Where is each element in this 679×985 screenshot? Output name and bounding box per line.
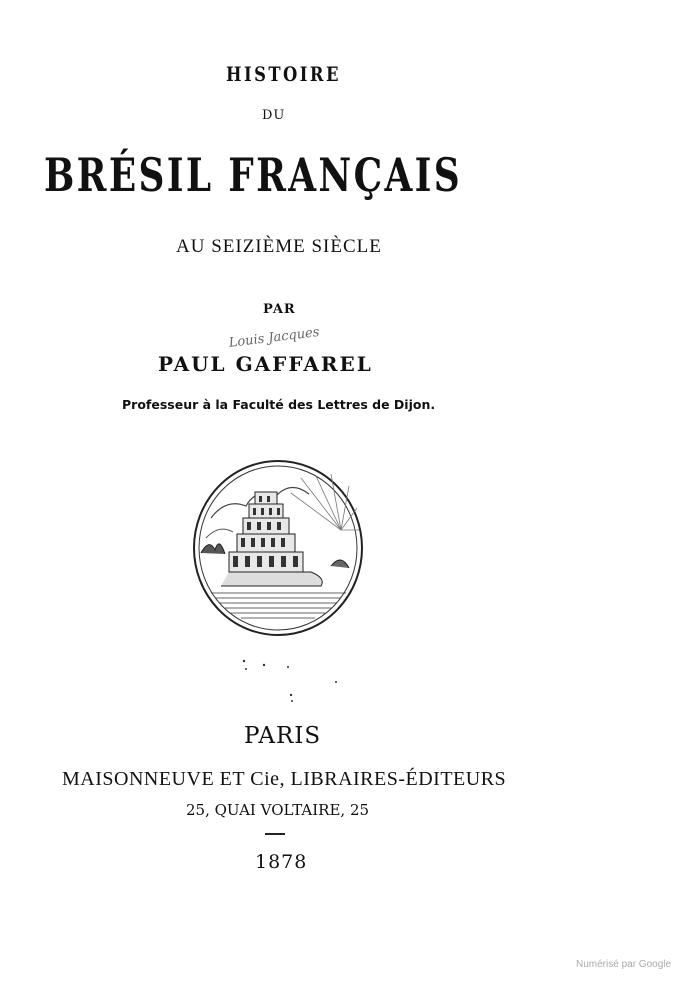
author-affiliation: Professeur à la Faculté des Lettres de Dijon. [122,397,436,412]
publisher: MAISONNEUVE ET Cie, LIBRAIRES-ÉDITEURS [62,768,507,790]
author-name: PAUL GAFFAREL [158,352,373,376]
by-label: PAR [263,302,296,317]
divider [265,833,285,835]
subtitle: AU SEIZIÈME SIÈCLE [176,236,382,257]
publication-year: 1878 [255,851,308,873]
page-title: BRÉSIL FRANÇAIS [44,148,463,202]
publication-city: PARIS [244,723,322,749]
heading-du: DU [262,108,286,123]
tower-of-babel-vignette-icon [191,458,365,638]
digitization-watermark: Numérisé par Google [576,959,672,970]
heading-histoire: HISTOIRE [226,62,341,86]
print-specks [236,655,346,715]
publisher-address: 25, QUAI VOLTAIRE, 25 [186,801,370,819]
handwritten-annotation: Louis Jacques [228,324,321,351]
